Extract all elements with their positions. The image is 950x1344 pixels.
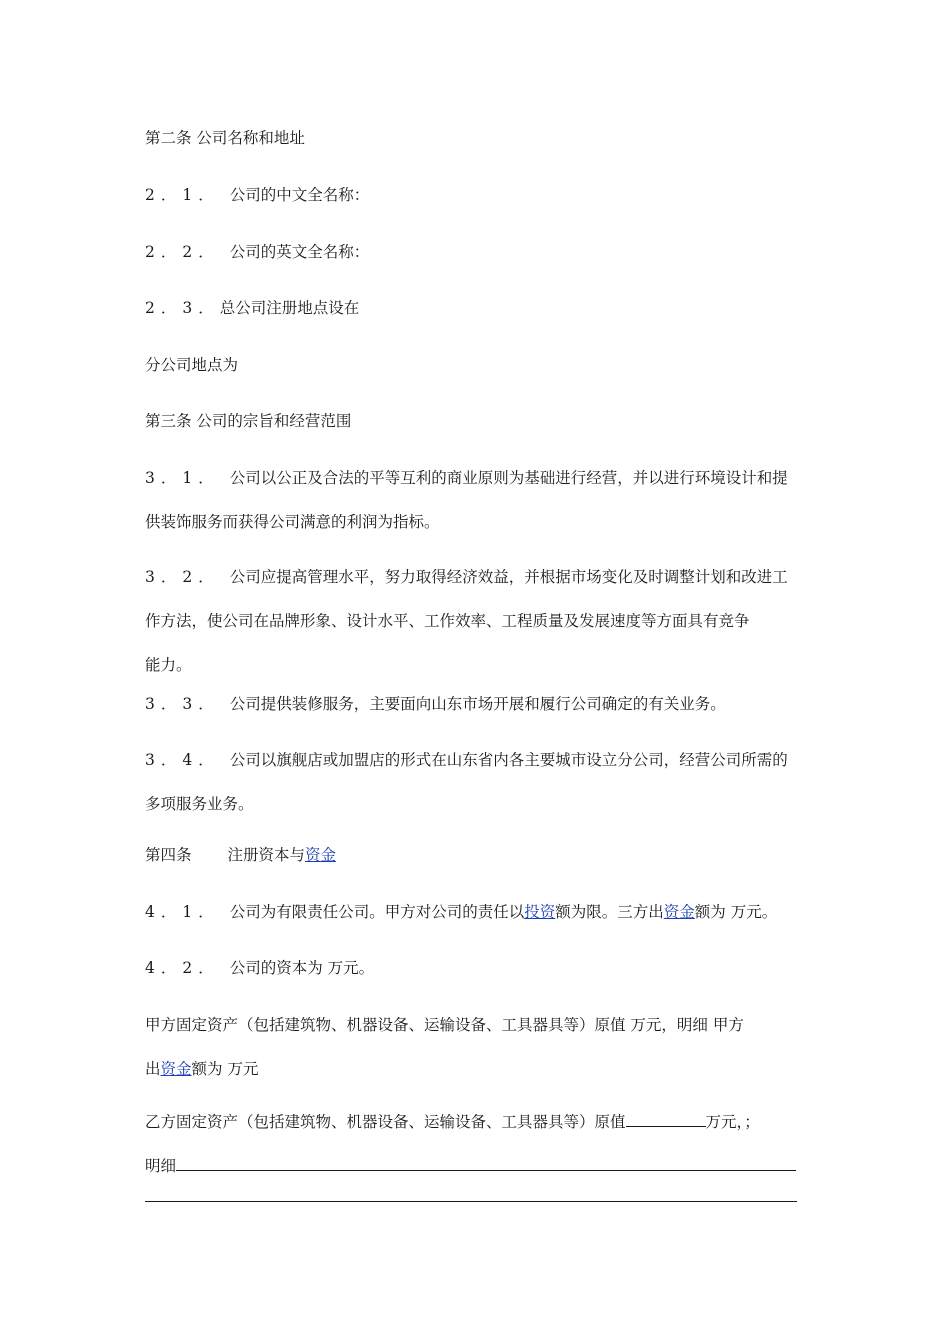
clause-text: 额为限。三方出 bbox=[555, 903, 664, 921]
clause-text: 公司提供装修服务，主要面向山东市场开展和履行公司确定的有关业务。 bbox=[229, 695, 726, 713]
clause-text: 公司的英文全名称： bbox=[229, 243, 370, 261]
original-value-blank[interactable] bbox=[626, 1104, 706, 1127]
party-a-text: 甲方固定资产（包括建筑物、机器设备、运输设备、工具器具等）原值 万元，明细 甲方 bbox=[145, 1016, 744, 1034]
capital-link[interactable]: 资金 bbox=[663, 903, 695, 921]
clause-text: 公司的资本为 万元。 bbox=[229, 959, 375, 977]
heading-text: 注册资本与 bbox=[227, 846, 306, 864]
clause-text: 能力。 bbox=[145, 656, 192, 674]
party-a-text: 额为 万元 bbox=[191, 1060, 259, 1078]
clause-2-3 bbox=[145, 292, 810, 324]
clause-text: 公司以旗舰店或加盟店的形式在山东省内各主要城市设立分公司，经营公司所需的 bbox=[229, 751, 788, 769]
clause-4-2 bbox=[145, 952, 810, 984]
branch-text: 分公司地点为 bbox=[145, 356, 239, 374]
party-a-text: 出 bbox=[145, 1060, 161, 1078]
clause-number: 3．1． bbox=[145, 469, 220, 487]
clause-3-3 bbox=[145, 688, 810, 720]
party-b-text: 明细 bbox=[145, 1157, 177, 1175]
capital-link[interactable]: 资金 bbox=[160, 1060, 192, 1078]
clause-text: 额为 万元。 bbox=[694, 903, 778, 921]
article-3-heading bbox=[145, 405, 810, 437]
party-b-text: 乙方固定资产（包括建筑物、机器设备、运输设备、工具器具等）原值 bbox=[145, 1113, 626, 1131]
clause-number: 2．2． bbox=[145, 243, 220, 261]
article-4-heading bbox=[145, 839, 810, 871]
heading-text: 第二条 公司名称和地址 bbox=[145, 129, 305, 147]
clause-text: 公司以公正及合法的平等互利的商业原则为基础进行经营，并以进行环境设计和提 bbox=[229, 469, 788, 487]
details-blank[interactable] bbox=[176, 1148, 796, 1171]
details-blank-line[interactable] bbox=[145, 1201, 797, 1202]
heading-prefix: 第四条 bbox=[145, 846, 192, 864]
branch-address bbox=[145, 349, 810, 381]
clause-3-2 bbox=[145, 561, 810, 681]
clause-3-1 bbox=[145, 462, 810, 538]
party-b-assets bbox=[145, 1104, 810, 1180]
clause-2-1 bbox=[145, 179, 810, 211]
clause-text: 公司的中文全名称： bbox=[229, 186, 370, 204]
clause-number: 3．3． bbox=[145, 695, 220, 713]
clause-text: 公司应提高管理水平，努力取得经济效益，并根据市场变化及时调整计划和改进工 bbox=[229, 568, 788, 586]
party-b-text: 万元，； bbox=[705, 1113, 760, 1131]
capital-link[interactable]: 资金 bbox=[305, 846, 337, 864]
clause-number: 2．1． bbox=[145, 186, 220, 204]
clause-4-1 bbox=[145, 896, 810, 928]
clause-2-2 bbox=[145, 236, 810, 268]
clause-number: 3．4． bbox=[145, 751, 220, 769]
clause-3-4 bbox=[145, 744, 810, 820]
clause-number: 2．3． bbox=[145, 299, 220, 317]
heading-text: 第三条 公司的宗旨和经营范围 bbox=[145, 412, 352, 430]
party-a-assets bbox=[145, 1009, 810, 1085]
clause-number: 4．1． bbox=[145, 903, 220, 921]
clause-text: 作方法，使公司在品牌形象、设计水平、工作效率、工程质量及发展速度等方面具有竞争 bbox=[145, 612, 750, 630]
investment-link[interactable]: 投资 bbox=[524, 903, 556, 921]
clause-number: 4．2． bbox=[145, 959, 220, 977]
article-2-heading bbox=[145, 122, 810, 154]
clause-text: 公司为有限责任公司。甲方对公司的责任以 bbox=[229, 903, 525, 921]
clause-text: 多项服务业务。 bbox=[145, 795, 254, 813]
clause-number: 3．2． bbox=[145, 568, 220, 586]
clause-text: 供装饰服务而获得公司满意的利润为指标。 bbox=[145, 513, 440, 531]
clause-text: 总公司注册地点设在 bbox=[219, 299, 360, 317]
